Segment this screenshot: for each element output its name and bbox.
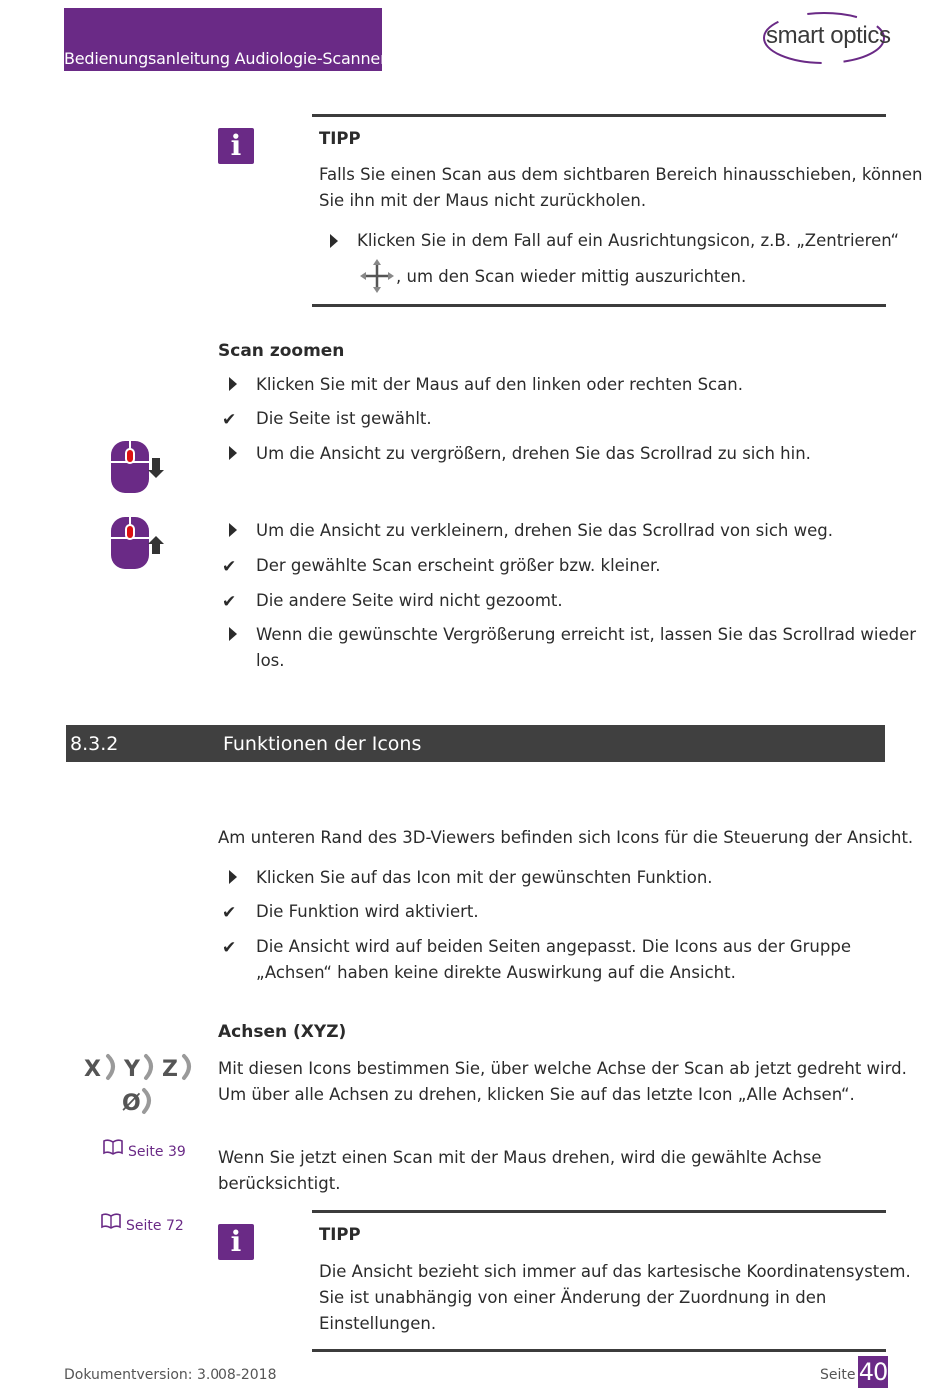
tip-bottom-rule: [312, 1349, 886, 1352]
page-number-box: [858, 1356, 888, 1388]
icons-step: Klicken Sie auf das Icon mit der gewünschten Funktion.: [256, 868, 713, 887]
tip-step-text: , um den Scan wieder mittig auszurichten.: [396, 267, 747, 286]
tip-label: TIPP: [319, 129, 361, 148]
axes-icons: [82, 1048, 202, 1128]
icons-intro-text: Am unteren Rand des 3D-Viewers befinden sich Icons für die Steuerung der Ansicht.: [218, 828, 914, 847]
step-arrow-icon: [229, 446, 237, 460]
check-icon: ✔: [222, 557, 237, 577]
axes-heading: Achsen (XYZ): [218, 1022, 347, 1042]
check-icon: ✔: [222, 592, 237, 612]
zoom-step: Klicken Sie mit der Maus auf den linken oder rechten Scan.: [256, 375, 743, 394]
footer-page-label: Seite: [820, 1367, 856, 1383]
info-icon: i: [218, 1224, 254, 1260]
zoom-heading: Scan zoomen: [218, 341, 345, 361]
axes-text-line: Mit diesen Icons bestimmen Sie, über welche Achse der Scan ab jetzt gedreht wird.: [218, 1059, 907, 1078]
tip-step-text: Klicken Sie in dem Fall auf ein Ausrichtungsicon, z.B. „Zentrieren“: [357, 231, 900, 250]
axis-y-icon: Y: [124, 1057, 140, 1082]
zoom-step: Um die Ansicht zu verkleinern, drehen Sie das Scrollrad von sich weg.: [256, 521, 833, 540]
zoom-result: Der gewählte Scan erscheint größer bzw. kleiner.: [256, 556, 661, 575]
icons-result: Die Funktion wird aktiviert.: [256, 902, 479, 921]
tip-text-line: Falls Sie einen Scan aus dem sichtbaren Bereich hinausschieben, können: [319, 165, 923, 184]
axis-x-icon: X: [84, 1057, 101, 1082]
axes-text-line: Um über alle Achsen zu drehen, klicken Sie auf das letzte Icon „Alle Achsen“.: [218, 1085, 855, 1104]
icons-result-continued: „Achsen“ haben keine direkte Auswirkung auf die Ansicht.: [256, 963, 736, 982]
mouse-scroll-down-icon: [108, 438, 168, 498]
zoom-result: Die andere Seite wird nicht gezoomt.: [256, 591, 563, 610]
step-arrow-icon: [229, 377, 237, 391]
all-axes-icon: Ø: [122, 1091, 141, 1116]
tip-text-line: Einstellungen.: [319, 1314, 437, 1333]
tip-text-line: Sie ihn mit der Maus nicht zurückholen.: [319, 191, 647, 210]
zoom-step: Um die Ansicht zu vergrößern, drehen Sie das Scrollrad zu sich hin.: [256, 444, 811, 463]
tip-text-line: Sie ist unabhängig von einer Änderung der Zuordnung in den: [319, 1288, 827, 1307]
zoom-result: Die Seite ist gewählt.: [256, 409, 432, 428]
step-arrow-icon: [229, 870, 237, 884]
step-arrow-icon: [229, 627, 237, 641]
axes-para2-line: Wenn Sie jetzt einen Scan mit der Maus drehen, wird die gewählte Achse: [218, 1148, 822, 1167]
section-bar: [66, 725, 885, 762]
step-arrow-icon: [330, 234, 338, 248]
move-center-icon: [360, 259, 394, 293]
logo-text: smart optics: [766, 22, 891, 49]
tip-label: TIPP: [319, 1225, 361, 1244]
footer-version: Dokumentversion: 3.0: [64, 1367, 220, 1383]
page-number: 40: [858, 1358, 888, 1386]
section-number: 8.3.2: [70, 733, 119, 755]
book-icon: [100, 1212, 122, 1230]
tip-top-rule: [312, 1210, 886, 1213]
mouse-scroll-up-icon: [108, 514, 168, 574]
check-icon: ✔: [222, 410, 237, 430]
axis-z-icon: Z: [162, 1057, 178, 1082]
step-arrow-icon: [229, 523, 237, 537]
check-icon: ✔: [222, 903, 237, 923]
page-reference-link[interactable]: Seite 72: [126, 1218, 184, 1234]
info-icon: i: [218, 128, 254, 164]
check-icon: ✔: [222, 938, 237, 958]
icons-result: Die Ansicht wird auf beiden Seiten angepasst. Die Icons aus der Gruppe: [256, 937, 851, 956]
header-title: Bedienungsanleitung Audiologie-Scanner: [64, 49, 387, 68]
footer-date: 08-2018: [218, 1367, 277, 1383]
zoom-step: Wenn die gewünschte Vergrößerung erreicht ist, lassen Sie das Scrollrad wieder: [256, 625, 917, 644]
book-icon: [102, 1138, 124, 1156]
section-title: Funktionen der Icons: [223, 733, 422, 755]
axes-para2-line: berücksichtigt.: [218, 1174, 341, 1193]
brand-logo: [760, 8, 891, 68]
tip-top-rule: [312, 114, 886, 117]
tip-bottom-rule: [312, 304, 886, 307]
tip-text-line: Die Ansicht bezieht sich immer auf das kartesische Koordinatensystem.: [319, 1262, 911, 1281]
zoom-step-continued: los.: [256, 651, 285, 670]
page-reference-link[interactable]: Seite 39: [128, 1144, 186, 1160]
